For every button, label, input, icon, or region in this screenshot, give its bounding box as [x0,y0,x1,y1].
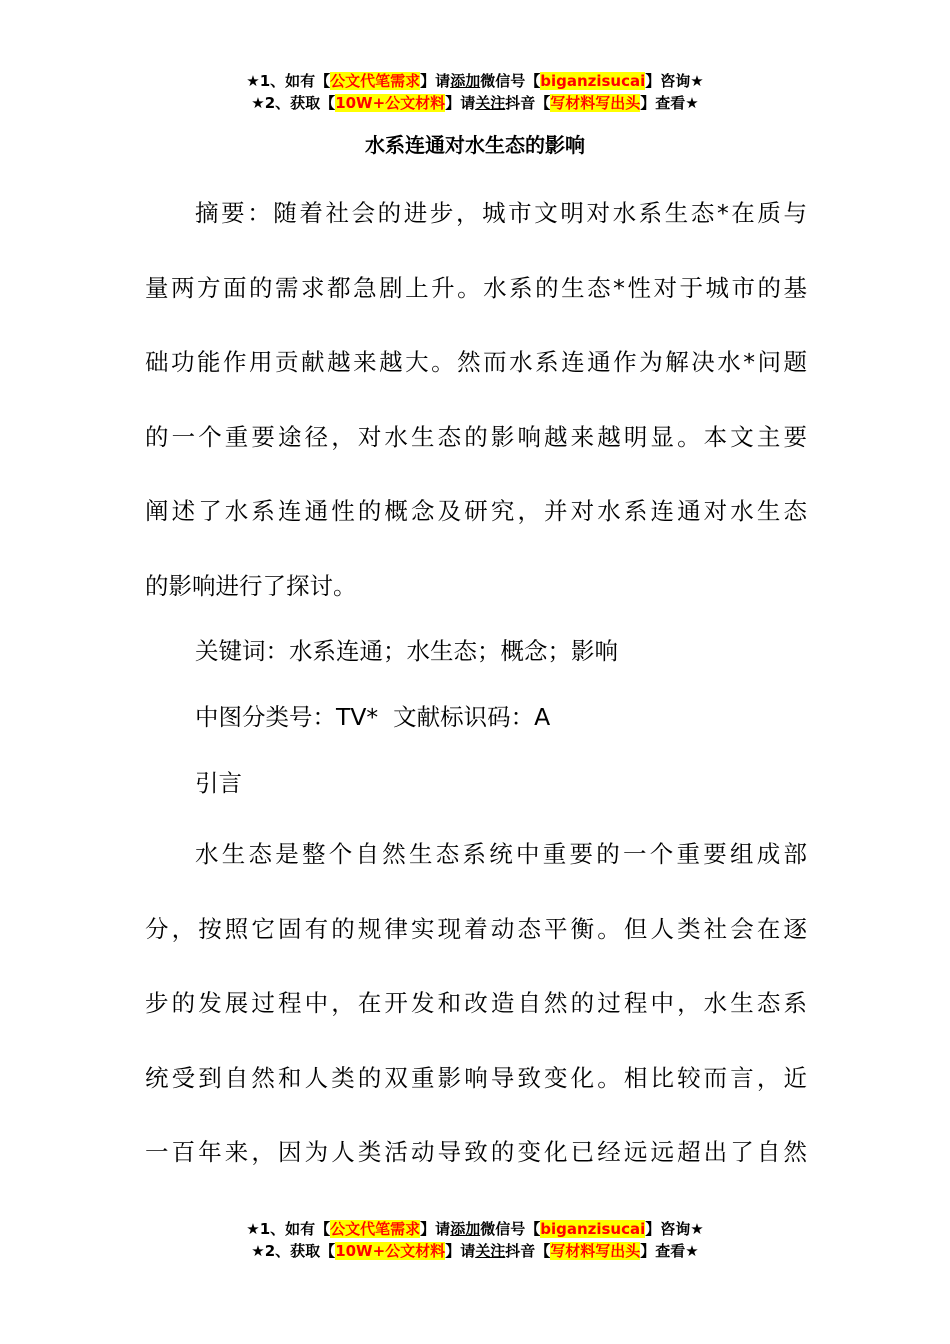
intro-line: 分，按照它固有的规律实现着动态平衡。但人类社会在逐 [145,914,807,943]
banner-line-1 [0,70,950,92]
banner-underline: 关注 [475,94,506,112]
header-banner [0,70,950,114]
banner-text: 】查看★ [640,1242,699,1260]
douyin-id-highlight: 写材料写出头 [550,1242,641,1260]
banner-line-2 [0,92,950,114]
banner-text: 】请 [420,72,451,90]
abstract-line: 量两方面的需求都急剧上升。水系的生态*性对于城市的基 [145,273,807,302]
banner-text: 微信号【 [480,1220,541,1238]
abstract-line: 阐述了水系连通性的概念及研究，并对水系连通对水生态 [145,497,807,525]
keywords: 关键词：水系连通；水生态；概念；影响 [195,637,618,665]
intro-line: 水生态是整个自然生态系统中重要的一个重要组成部 [195,840,807,868]
document-title: 水系连通对水生态的影响 [365,133,585,157]
wechat-id-highlight: biganzisucai [540,72,646,90]
intro-line: 一百年来，因为人类活动导致的变化已经远远超出了自然 [145,1138,807,1166]
banner-highlight: 公文代笔需求 [330,72,421,90]
banner-text: ★1、如有【 [246,1220,331,1238]
intro-line: 步的发展过程中，在开发和改造自然的过程中，水生态系 [145,989,807,1017]
banner-text: 微信号【 [480,72,541,90]
abstract-line: 础功能作用贡献越来越大。然而水系连通作为解决水*问题 [145,348,807,376]
abstract-line: 摘要：随着社会的进步，城市文明对水系生态*在质与 [195,199,807,227]
banner-text: 】请 [445,94,476,112]
banner-text: 】咨询★ [645,72,704,90]
banner-text: 抖音【 [505,1242,551,1260]
banner-highlight: 10W+公文材料 [335,1242,446,1260]
banner-text: 】请 [445,1242,476,1260]
banner-text: 】请 [420,1220,451,1238]
banner-underline: 添加 [450,1220,481,1238]
wechat-id-highlight: biganzisucai [540,1220,646,1238]
douyin-id-highlight: 写材料写出头 [550,94,641,112]
banner-line-1 [0,1218,950,1240]
banner-underline: 关注 [475,1242,506,1260]
banner-text: 抖音【 [505,94,551,112]
footer-banner [0,1218,950,1262]
banner-text: 】咨询★ [645,1220,704,1238]
intro-heading: 引言 [195,769,242,797]
banner-line-2 [0,1240,950,1262]
banner-text: 】查看★ [640,94,699,112]
banner-text: ★2、获取【 [251,1242,336,1260]
banner-text: ★1、如有【 [246,72,331,90]
abstract-line: 的影响进行了探讨。 [145,571,357,600]
classification: 中图分类号：TV* 文献标识码：A [195,703,551,731]
banner-underline: 添加 [450,72,481,90]
abstract-line: 的一个重要途径，对水生态的影响越来越明显。本文主要 [145,422,807,451]
banner-highlight: 10W+公文材料 [335,94,446,112]
intro-paragraph [145,817,807,1190]
intro-line: 统受到自然和人类的双重影响导致变化。相比较而言，近 [145,1063,807,1092]
metadata-block [145,618,807,816]
banner-highlight: 公文代笔需求 [330,1220,421,1238]
banner-text: ★2、获取【 [251,94,336,112]
abstract-paragraph [145,176,807,623]
